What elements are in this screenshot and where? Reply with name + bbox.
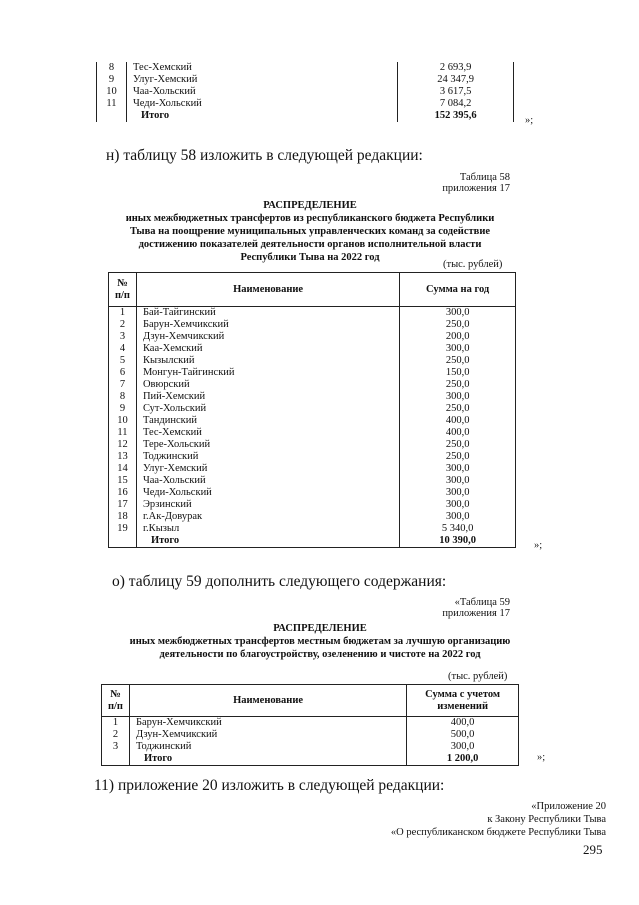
table-59-col-num-line2: п/п (107, 700, 123, 712)
table-58-caption (90, 199, 530, 264)
appendix-20-ref-line1: «Приложение 20 (531, 801, 606, 812)
row-value: 300,0 (400, 463, 516, 475)
row-number: 15 (109, 475, 137, 487)
total-value: 1 200,0 (407, 753, 519, 766)
total-empty-cell (109, 535, 137, 548)
row-value: 5 340,0 (400, 523, 516, 535)
row-value: 250,0 (400, 403, 516, 415)
table-58-subtitle-4: Республики Тыва на 2022 год (240, 252, 380, 263)
top-table (96, 62, 514, 122)
row-number: 9 (97, 74, 127, 86)
table-row (109, 355, 516, 367)
table-59-closing: »; (537, 752, 546, 763)
row-value: 400,0 (400, 427, 516, 439)
row-number: 4 (109, 343, 137, 355)
row-number: 5 (109, 355, 137, 367)
table-58-col-sum: Сумма на год (400, 273, 516, 307)
row-number: 3 (102, 741, 130, 753)
row-name: Тоджинский (136, 451, 399, 463)
table-row (109, 415, 516, 427)
total-value: 152 395,6 (398, 110, 514, 122)
table-row (97, 86, 514, 98)
table-row (102, 717, 519, 730)
row-number: 11 (97, 98, 127, 110)
table-row (97, 74, 514, 86)
row-value: 150,0 (400, 367, 516, 379)
appendix-20-ref-line2: к Закону Республики Тыва (487, 814, 606, 825)
row-number: 8 (109, 391, 137, 403)
row-name: Тес-Хемский (126, 62, 397, 74)
row-number: 2 (102, 729, 130, 741)
row-number: 19 (109, 523, 137, 535)
table-59-col-sum-line2: изменений (437, 700, 488, 712)
row-number: 18 (109, 511, 137, 523)
table-row (109, 511, 516, 523)
table-58-col-name: Наименование (136, 273, 399, 307)
table-58-col-num (109, 273, 137, 307)
row-name: Овюрский (136, 379, 399, 391)
row-number: 12 (109, 439, 137, 451)
table-59-subtitle-2: деятельности по благоустройству, озеленению и чистоте на 2022 год (159, 649, 481, 660)
total-row (97, 110, 514, 122)
table-58-ref-line1: Таблица 58 (459, 172, 510, 183)
row-name: Тес-Хемский (136, 427, 399, 439)
table-59-ref-line2: приложения 17 (442, 608, 510, 619)
table-59-col-num (102, 685, 130, 717)
top-table-closing: »; (525, 115, 534, 126)
row-number: 9 (109, 403, 137, 415)
row-value: 400,0 (407, 717, 519, 730)
table-58 (108, 272, 516, 548)
total-label: Итого (136, 535, 399, 548)
row-value: 250,0 (400, 319, 516, 331)
section-o-heading: о) таблицу 59 дополнить следующего содержания: (112, 573, 447, 590)
row-name: Монгун-Тайгинский (136, 367, 399, 379)
row-name: г.Ак-Довурак (136, 511, 399, 523)
row-value: 200,0 (400, 331, 516, 343)
row-name: Барун-Хемчикский (129, 717, 406, 730)
table-row (109, 343, 516, 355)
row-number: 1 (109, 307, 137, 320)
row-name: Тандинский (136, 415, 399, 427)
row-value: 250,0 (400, 379, 516, 391)
table-59-col-sum-line1: Сумма с учетом (425, 688, 501, 700)
table-58-subtitle-1: иных межбюджетных трансфертов из республиканского бюджета Республики (125, 213, 495, 224)
row-value: 300,0 (400, 391, 516, 403)
row-number: 2 (109, 319, 137, 331)
row-value: 300,0 (407, 741, 519, 753)
table-58-unit: (тыс. рублей) (443, 259, 503, 270)
row-value: 400,0 (400, 415, 516, 427)
row-name: Тере-Хольский (136, 439, 399, 451)
table-row (109, 499, 516, 511)
row-name: Тоджинский (129, 741, 406, 753)
table-59-col-name: Наименование (129, 685, 406, 717)
row-number: 14 (109, 463, 137, 475)
appendix-20-ref (330, 800, 606, 839)
table-row (109, 439, 516, 451)
table-58-ref-line2: приложения 17 (442, 183, 510, 194)
row-name: Барун-Хемчикский (136, 319, 399, 331)
row-number: 6 (109, 367, 137, 379)
table-58-col-num-line2: п/п (114, 289, 130, 301)
table-row (109, 403, 516, 415)
row-number: 16 (109, 487, 137, 499)
appendix-20-ref-line3: «О республиканском бюджете Республики Тыва (390, 827, 606, 838)
table-row (97, 62, 514, 74)
table-row (109, 487, 516, 499)
table-58-col-num-line1: № (117, 277, 128, 289)
total-value: 10 390,0 (400, 535, 516, 548)
row-name: Пий-Хемский (136, 391, 399, 403)
row-name: Кызылский (136, 355, 399, 367)
row-number: 1 (102, 717, 130, 730)
row-value: 300,0 (400, 487, 516, 499)
row-number: 10 (109, 415, 137, 427)
table-row (109, 391, 516, 403)
row-number: 11 (109, 427, 137, 439)
table-59-ref (380, 597, 510, 619)
table-row (102, 729, 519, 741)
table-58-subtitle-3: достижению показателей деятельности органов исполнительной власти (138, 239, 482, 250)
table-58-subtitle-2: Тыва на поощрение муниципальных управленческих команд за содействие (129, 226, 491, 237)
row-value: 250,0 (400, 451, 516, 463)
row-value: 300,0 (400, 475, 516, 487)
row-name: г.Кызыл (136, 523, 399, 535)
row-number: 17 (109, 499, 137, 511)
table-row (109, 307, 516, 320)
total-row (102, 753, 519, 766)
table-row (97, 98, 514, 110)
row-number: 3 (109, 331, 137, 343)
total-label: Итого (126, 110, 397, 122)
row-name: Каа-Хемский (136, 343, 399, 355)
row-name: Улуг-Хемский (136, 463, 399, 475)
table-59-col-num-line1: № (110, 688, 121, 700)
table-59-ref-line1: «Таблица 59 (454, 597, 510, 608)
section-n-heading: н) таблицу 58 изложить в следующей редакции: (106, 147, 423, 164)
table-59-col-sum (407, 685, 519, 717)
row-number: 13 (109, 451, 137, 463)
row-value: 250,0 (400, 439, 516, 451)
table-row (102, 741, 519, 753)
total-empty-cell (102, 753, 130, 766)
row-value: 7 084,2 (398, 98, 514, 110)
table-row (109, 475, 516, 487)
row-name: Эрзинский (136, 499, 399, 511)
row-value: 24 347,9 (398, 74, 514, 86)
table-row (109, 463, 516, 475)
table-row (109, 331, 516, 343)
table-59 (101, 684, 519, 766)
row-number: 7 (109, 379, 137, 391)
row-value: 300,0 (400, 343, 516, 355)
row-name: Чеди-Хольский (136, 487, 399, 499)
table-row (109, 367, 516, 379)
row-value: 300,0 (400, 511, 516, 523)
row-value: 2 693,9 (398, 62, 514, 74)
row-value: 500,0 (407, 729, 519, 741)
page-number: 295 (583, 842, 603, 857)
table-row (109, 379, 516, 391)
row-name: Сут-Хольский (136, 403, 399, 415)
row-name: Дзун-Хемчикский (136, 331, 399, 343)
table-row (109, 319, 516, 331)
table-58-ref (380, 172, 510, 194)
row-name: Улуг-Хемский (126, 74, 397, 86)
section-11-heading: 11) приложение 20 изложить в следующей редакции: (94, 777, 445, 794)
total-label: Итого (129, 753, 406, 766)
table-row (109, 523, 516, 535)
table-59-subtitle-1: иных межбюджетных трансфертов местным бюджетам за лучшую организацию (129, 636, 511, 647)
row-value: 250,0 (400, 355, 516, 367)
table-59-unit: (тыс. рублей) (448, 671, 508, 682)
table-58-title: РАСПРЕДЕЛЕНИЕ (263, 200, 357, 211)
row-name: Чаа-Хольский (136, 475, 399, 487)
table-58-closing: »; (534, 540, 543, 551)
table-row (109, 451, 516, 463)
row-name: Чаа-Хольский (126, 86, 397, 98)
row-number: 8 (97, 62, 127, 74)
table-59-caption (100, 622, 540, 661)
row-value: 300,0 (400, 499, 516, 511)
row-value: 300,0 (400, 307, 516, 320)
row-value: 3 617,5 (398, 86, 514, 98)
total-empty-cell (97, 110, 127, 122)
table-row (109, 427, 516, 439)
table-59-title: РАСПРЕДЕЛЕНИЕ (273, 623, 367, 634)
row-number: 10 (97, 86, 127, 98)
row-name: Дзун-Хемчикский (129, 729, 406, 741)
total-row (109, 535, 516, 548)
row-name: Чеди-Хольский (126, 98, 397, 110)
row-name: Бай-Тайгинский (136, 307, 399, 320)
